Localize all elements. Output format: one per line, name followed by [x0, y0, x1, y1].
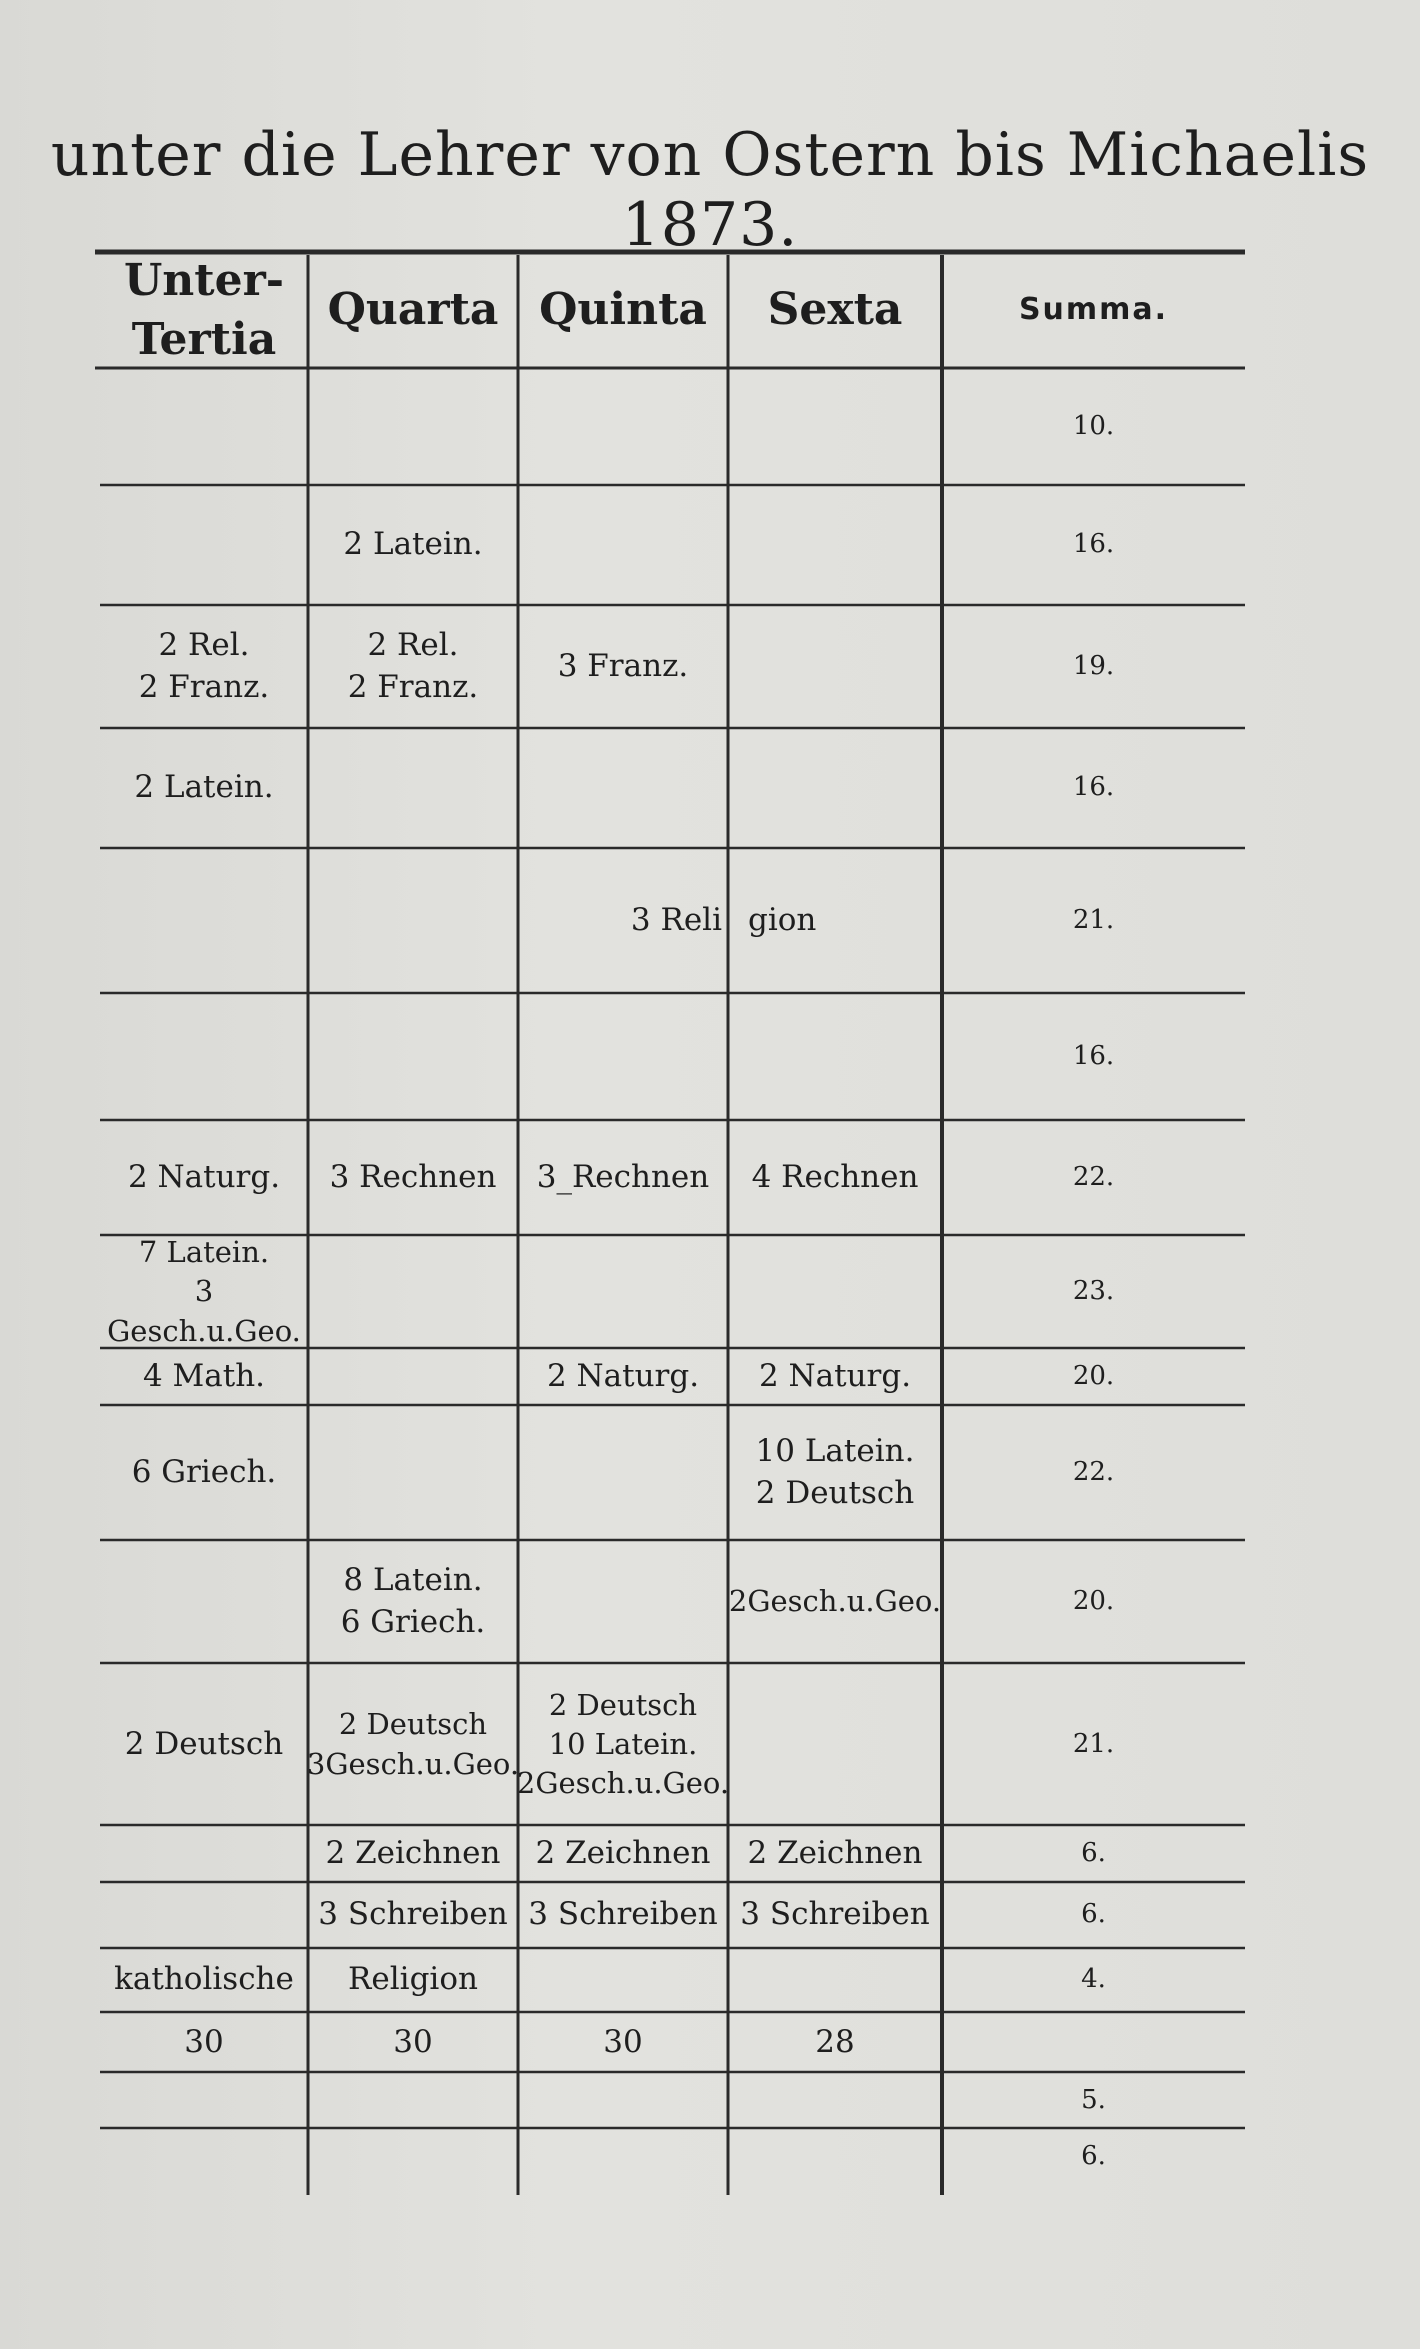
table-cell-unter-tertia: 2 Rel. 2 Franz.: [138, 627, 270, 705]
page-heading: unter die Lehrer von Ostern bis Michaelis 1873.: [50, 120, 1370, 260]
table-cell-quarta: 2 Latein.: [343, 526, 483, 563]
table-cell-quinta: 2 Zeichnen: [535, 1835, 711, 1872]
table-cell-quinta: 3 Reli: [630, 902, 722, 939]
table-cell-summa: 16.: [1072, 1041, 1115, 1072]
table-cell-summa: 4.: [1081, 1964, 1106, 1995]
table-cell-sexta: 3 Schreiben: [740, 1896, 930, 1933]
table-cell-quarta: Religion: [348, 1961, 478, 1998]
table-cell-summa: 6.: [1081, 1838, 1106, 1869]
table-cell-quarta: 2 Deutsch 3Gesch.u.Geo.: [306, 1707, 520, 1781]
table-cell-unter-tertia: 2 Deutsch: [124, 1725, 284, 1762]
table-cell-sexta: gion: [748, 902, 817, 939]
table-cell-quarta: 2 Zeichnen: [325, 1835, 501, 1872]
table-cell-summa: 19.: [1072, 651, 1115, 682]
table-cell-summa: 10.: [1072, 411, 1115, 442]
table-cell-summa: 20.: [1072, 1361, 1115, 1392]
table-cell-sexta: 2 Naturg.: [758, 1358, 912, 1395]
table-cell-summa: 22.: [1072, 1457, 1115, 1488]
table-cell-unter-tertia: 2 Naturg.: [127, 1159, 281, 1196]
table-cell-sexta: 10 Latein. 2 Deutsch: [755, 1433, 915, 1511]
column-header-quinta: Quinta: [539, 284, 707, 336]
table-cell-summa: 16.: [1072, 529, 1115, 560]
table-cell-sexta: 4 Rechnen: [751, 1159, 919, 1196]
table-cell-unter-tertia: 4 Math.: [142, 1358, 266, 1395]
table-cell-summa: 21.: [1072, 905, 1115, 936]
table-cell-summa: 5.: [1081, 2085, 1106, 2116]
table-cell-quinta: 2 Deutsch 10 Latein. 2Gesch.u.Geo.: [516, 1687, 730, 1801]
table-cell-unter-tertia: 6 Griech.: [131, 1454, 277, 1491]
table-cell-quinta: 3 Schreiben: [528, 1896, 718, 1933]
table-cell-summa: 6.: [1081, 2141, 1106, 2172]
table-cell-sexta: 2 Zeichnen: [747, 1835, 923, 1872]
table-cell-quarta: 8 Latein. 6 Griech.: [340, 1562, 486, 1640]
column-header-summa: Summa.: [1018, 291, 1169, 327]
table-cell-quarta: 3 Schreiben: [318, 1896, 508, 1933]
table-cell-quarta: 2 Rel. 2 Franz.: [347, 627, 479, 705]
column-header-sexta: Sexta: [767, 284, 903, 336]
table-cell-unter-tertia: katholische: [114, 1961, 294, 1998]
table-cell-quarta: 3 Rechnen: [329, 1159, 497, 1196]
table-cell-unter-tertia: 2 Latein.: [134, 769, 274, 806]
table-cell-sexta: 28: [815, 2023, 855, 2060]
table-cell-summa: 20.: [1072, 1586, 1115, 1617]
table-cell-unter-tertia: 30: [184, 2023, 224, 2060]
table-cell-summa: 22.: [1072, 1162, 1115, 1193]
table-cell-quinta: 2 Naturg.: [546, 1358, 700, 1395]
table-cell-quarta: 30: [393, 2023, 433, 2060]
table-cell-summa: 6.: [1081, 1899, 1106, 1930]
table-cell-quinta: 3 Franz.: [557, 648, 689, 685]
table-cell-quinta: 30: [603, 2023, 643, 2060]
table-cell-summa: 16.: [1072, 772, 1115, 803]
table-cell-quinta: 3_Rechnen: [536, 1159, 710, 1196]
table-cell-sexta: 2Gesch.u.Geo.: [728, 1584, 942, 1619]
table-cell-summa: 21.: [1072, 1728, 1115, 1759]
table-cell-summa: 23.: [1072, 1276, 1115, 1307]
column-header-unter-tertia: Unter- Tertia: [123, 254, 285, 365]
column-header-quarta: Quarta: [327, 284, 499, 336]
table-cell-unter-tertia: 7 Latein. 3 Gesch.u.Geo.: [107, 1235, 301, 1348]
